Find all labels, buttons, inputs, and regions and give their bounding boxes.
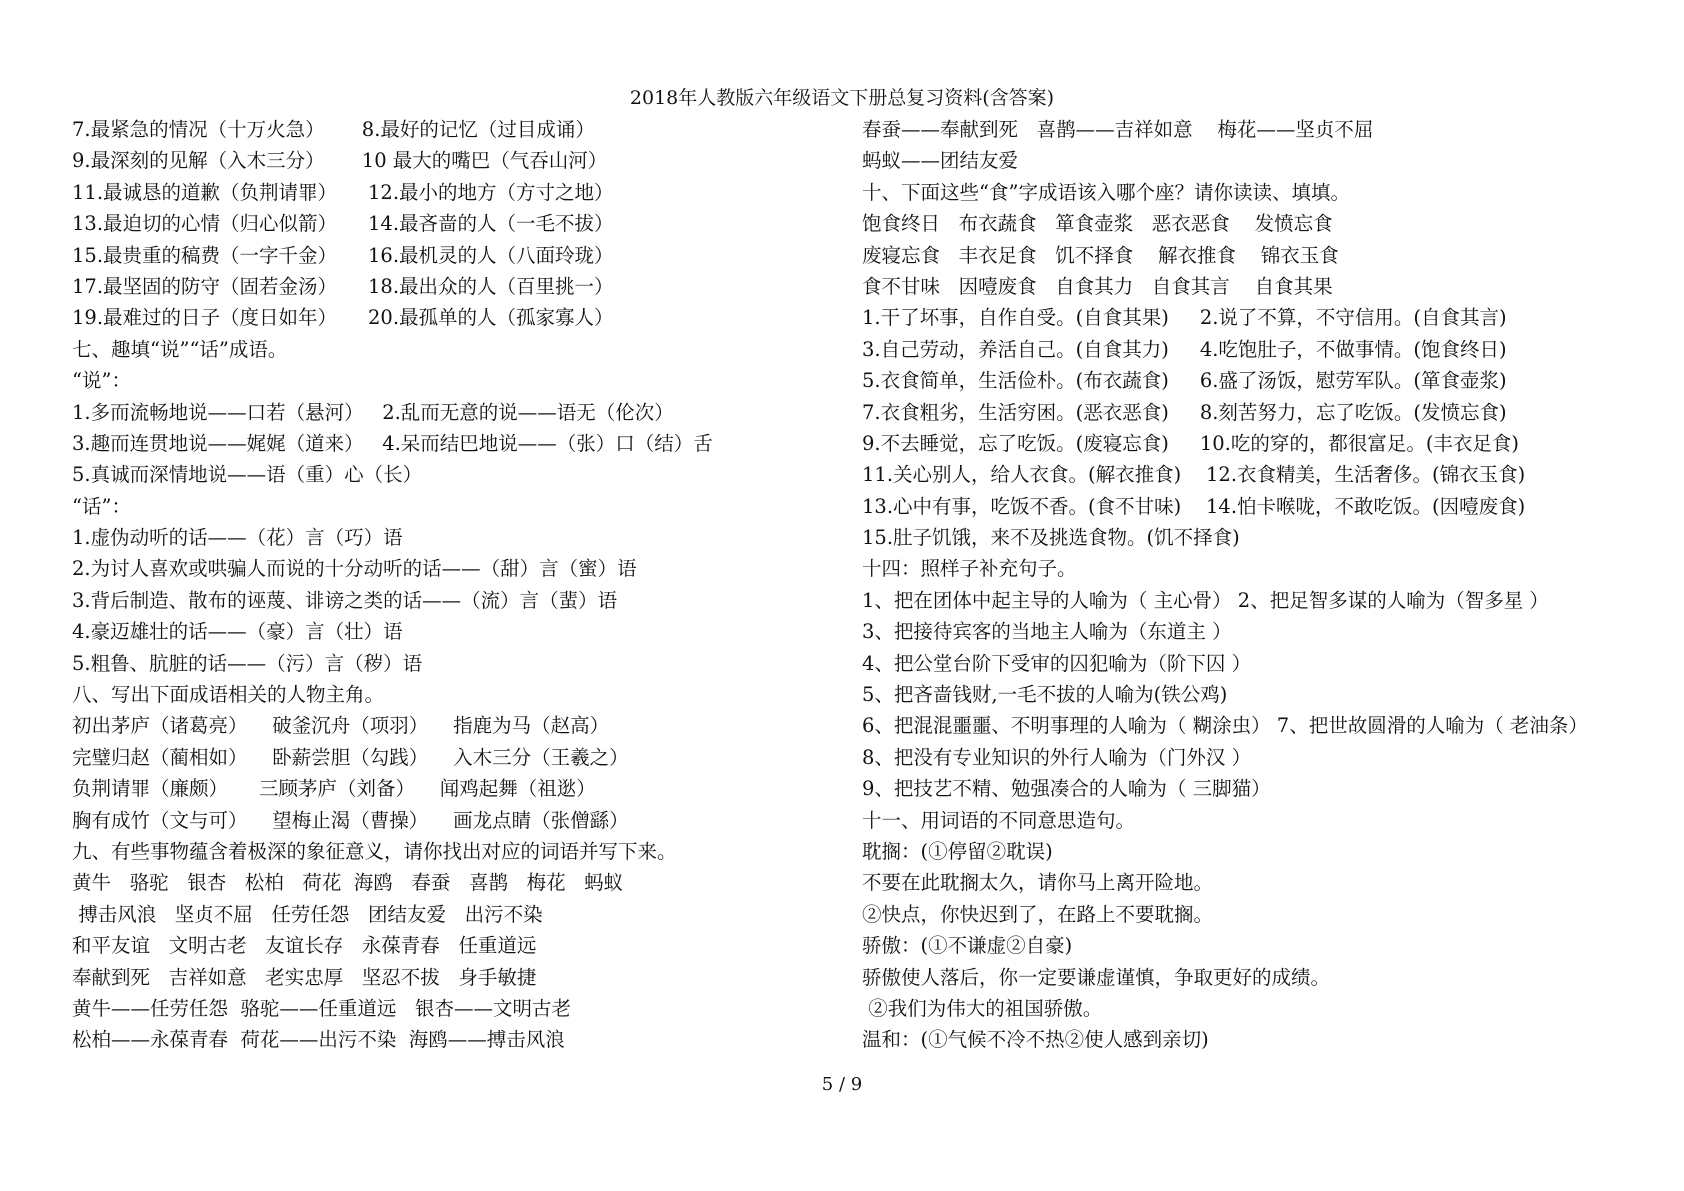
left-column-line: 负荆请罪（廉颇） 三顾茅庐（刘备） 闻鸡起舞（祖逖）	[72, 777, 596, 801]
right-column-line: 食不甘味 因噎废食 自食其力 自食其言 自食其果	[862, 274, 1333, 298]
left-column-line: 19.最难过的日子（度日如年） 20.最孤单的人（孤家寡人）	[72, 306, 614, 330]
right-column-line: 11.关心别人，给人衣食。(解衣推食) 12.衣食精美，生活奢侈。(锦衣玉食)	[862, 463, 1526, 487]
left-column-line: 1.多而流畅地说——口若（悬河） 2.乱而无意的说——语无（伦次）	[72, 400, 674, 424]
left-column	[72, 114, 832, 1056]
left-column-line: 7.最紧急的情况（十万火急） 8.最好的记忆（过目成诵）	[72, 118, 595, 141]
right-column-line: 9.不去睡觉，忘了吃饭。(废寝忘食) 10.吃的穿的，都很富足。(丰衣足食)	[862, 431, 1520, 455]
right-column-line: 饱食终日 布衣蔬食 箪食壶浆 恶衣恶食 发愤忘食	[862, 212, 1333, 236]
left-column-line: 5.真诚而深情地说——语（重）心（长）	[72, 463, 423, 487]
left-column-line: 4.豪迈雄壮的话——（豪）言（壮）语	[72, 620, 403, 644]
right-column-line: ②快点，你快迟到了，在路上不要耽搁。	[862, 902, 1214, 926]
right-column-line: 6、把混混噩噩、不明事理的人喻为（ 糊涂虫） 7、把世故圆滑的人喻为（ 老油条）	[862, 714, 1588, 738]
right-column-line: 春蚕——奉献到死 喜鹊——吉祥如意 梅花——坚贞不屈	[862, 118, 1374, 141]
right-column-line: 1.干了坏事，自作自受。(自食其果) 2.说了不算，不守信用。(自食其言)	[862, 306, 1507, 330]
left-column-line: 17.最坚固的防守（固若金汤） 18.最出众的人（百里挑一）	[72, 274, 614, 298]
left-column-line: 黄牛——任劳任怨 骆驼——任重道远 银杏——文明古老	[72, 996, 571, 1020]
left-column-line: 胸有成竹（文与可） 望梅止渴（曹操） 画龙点睛（张僧繇）	[72, 808, 629, 832]
right-column-line: 耽搁：(①停留②耽误)	[862, 839, 1053, 863]
page-number: 5 / 9	[821, 1074, 863, 1095]
left-column-line: “说”：	[72, 369, 131, 393]
left-column-line: 和平友谊 文明古老 友谊长存 永葆青春 任重道远	[72, 934, 537, 958]
left-column-line: 完璧归赵（蔺相如） 卧薪尝胆（勾践） 入木三分（王羲之）	[72, 745, 629, 769]
right-column-line: 十一、用词语的不同意思造句。	[862, 808, 1136, 832]
right-column	[862, 114, 1662, 1056]
left-column-line: 九、有些事物蕴含着极深的象征意义，请你找出对应的词语并写下来。	[72, 839, 677, 863]
right-column-line: 3、把接待宾客的当地主人喻为（东道主 ）	[862, 620, 1232, 644]
left-column-line: 13.最迫切的心情（归心似箭） 14.最吝啬的人（一毛不拔）	[72, 212, 614, 236]
left-column-line: 八、写出下面成语相关的人物主角。	[72, 683, 385, 707]
left-column-line: 3.趣而连贯地说——娓娓（道来） 4.呆而结巴地说——（张）口（结）舌	[72, 431, 713, 455]
right-column-line: 5.衣食简单，生活俭朴。(布衣蔬食) 6.盛了汤饭，慰劳军队。(箪食壶浆)	[862, 369, 1507, 393]
right-column-line: 十四：照样子补充句子。	[862, 557, 1077, 581]
right-column-line: 蚂蚁——团结友爱	[862, 149, 1019, 173]
left-column-line: 奉献到死 吉祥如意 老实忠厚 坚忍不拔 身手敏捷	[72, 965, 537, 989]
left-column-line: “话”：	[72, 494, 131, 518]
right-column-line: 13.心中有事，吃饭不香。(食不甘味) 14.怕卡喉咙，不敢吃饭。(因噎废食)	[862, 494, 1526, 518]
right-column-line: 1、把在团体中起主导的人喻为（ 主心骨） 2、把足智多谋的人喻为（智多星 ）	[862, 588, 1549, 612]
right-column-line: 15.肚子饥饿，来不及挑选食物。(饥不择食)	[862, 526, 1240, 550]
right-column-line: 5、把吝啬钱财,一毛不拔的人喻为(铁公鸡)	[862, 683, 1228, 707]
left-column-line: 11.最诚恳的道歉（负荆请罪） 12.最小的地方（方寸之地）	[72, 180, 614, 204]
right-column-line: 温和：(①气候不冷不热②使人感到亲切)	[862, 1028, 1209, 1052]
right-column-line: 7.衣食粗劣，生活穷困。(恶衣恶食) 8.刻苦努力，忘了吃饭。(发愤忘食)	[862, 400, 1507, 424]
right-column-line: 3.自己劳动，养活自己。(自食其力) 4.吃饱肚子，不做事情。(饱食终日)	[862, 337, 1507, 361]
left-column-line: 七、趣填“说”“话”成语。	[72, 337, 288, 361]
right-column-line: 不要在此耽搁太久，请你马上离开险地。	[862, 871, 1214, 895]
left-column-line: 9.最深刻的见解（入木三分） 10 最大的嘴巴（气吞山河）	[72, 149, 608, 173]
right-column-line: 十、下面这些“食”字成语该入哪个座？请你读读、填填。	[862, 180, 1350, 204]
left-column-line: 3.背后制造、散布的诬蔑、诽谤之类的话——（流）言（蜚）语	[72, 588, 618, 612]
left-column-line: 搏击风浪 坚贞不屈 任劳任怨 团结友爱 出污不染	[72, 902, 543, 926]
right-column-line: 骄傲：(①不谦虚②自豪)	[862, 934, 1073, 958]
right-column-line: 9、把技艺不精、勉强凑合的人喻为（ 三脚猫）	[862, 777, 1271, 801]
right-column-line: 8、把没有专业知识的外行人喻为（门外汉 ）	[862, 745, 1252, 769]
left-column-line: 初出茅庐（诸葛亮） 破釜沉舟（项羽） 指鹿为马（赵高）	[72, 714, 610, 738]
left-column-line: 1.虚伪动听的话——（花）言（巧）语	[72, 526, 403, 550]
left-column-line: 黄牛 骆驼 银杏 松柏 荷花 海鸥 春蚕 喜鹊 梅花 蚂蚁	[72, 871, 624, 895]
right-column-line: 废寝忘食 丰衣足食 饥不择食 解衣推食 锦衣玉食	[862, 243, 1339, 267]
left-column-line: 2.为讨人喜欢或哄骗人而说的十分动听的话——（甜）言（蜜）语	[72, 557, 637, 581]
page-header-title: 2018年人教版六年级语文下册总复习资料(含答案)	[629, 87, 1055, 109]
left-column-line: 5.粗鲁、肮脏的话——（污）言（秽）语	[72, 651, 423, 675]
left-column-line: 松柏——永葆青春 荷花——出污不染 海鸥——搏击风浪	[72, 1028, 565, 1052]
left-column-line: 15.最贵重的稿费（一字千金） 16.最机灵的人（八面玲珑）	[72, 243, 614, 267]
right-column-line: ②我们为伟大的祖国骄傲。	[862, 996, 1103, 1020]
right-column-line: 骄傲使人落后，你一定要谦虚谨慎，争取更好的成绩。	[862, 965, 1331, 989]
right-column-line: 4、把公堂台阶下受审的囚犯喻为（阶下囚 ）	[862, 651, 1252, 675]
